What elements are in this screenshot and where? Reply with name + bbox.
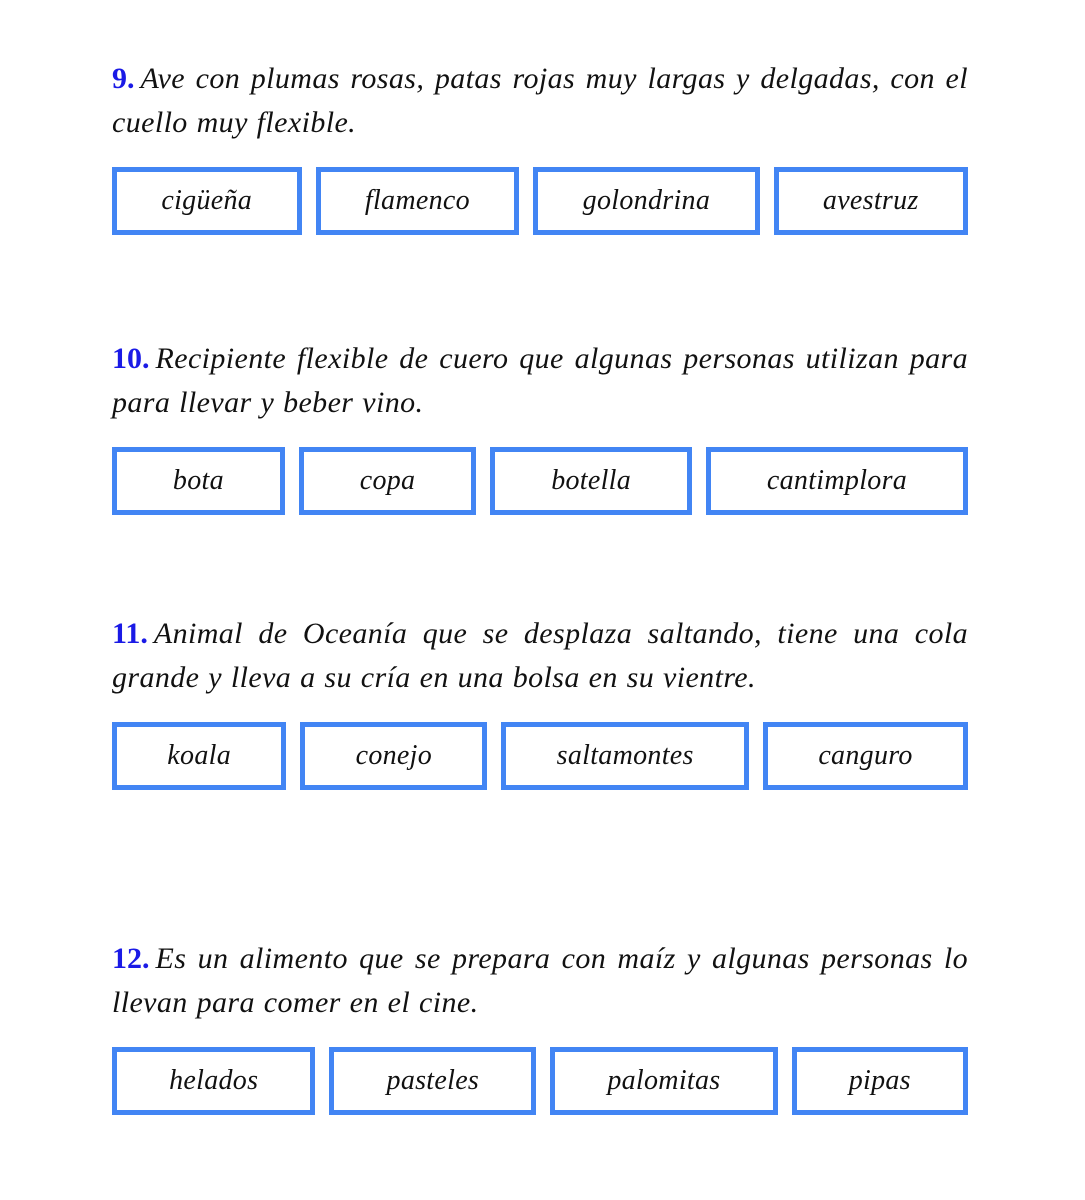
- answer-option-box[interactable]: [550, 1047, 777, 1115]
- answer-option-label: palomitas: [607, 1065, 721, 1096]
- answer-option-box[interactable]: [329, 1047, 536, 1115]
- answer-option-box[interactable]: [112, 167, 302, 235]
- answer-option-box[interactable]: [792, 1047, 968, 1115]
- answer-option-box[interactable]: [706, 447, 968, 515]
- question-block-9: [112, 57, 968, 235]
- question-text: Es un alimento que se prepara con maíz y algunas personas lo llevan para comer en el cine.: [112, 942, 968, 1019]
- question-number: 10.: [112, 342, 150, 375]
- answer-option-label: bota: [172, 465, 224, 496]
- question-block-12: [112, 937, 968, 1115]
- answer-options-row: [112, 722, 968, 790]
- answer-option-box[interactable]: [112, 1047, 315, 1115]
- answer-option-label: avestruz: [822, 185, 919, 216]
- answer-options-row: [112, 447, 968, 515]
- answer-option-label: pipas: [848, 1065, 911, 1096]
- answer-option-label: canguro: [818, 740, 913, 771]
- answer-option-label: golondrina: [582, 185, 711, 216]
- answer-option-box[interactable]: [533, 167, 759, 235]
- answer-option-box[interactable]: [112, 447, 285, 515]
- answer-option-label: copa: [359, 465, 416, 496]
- answer-option-label: botella: [551, 465, 632, 496]
- question-text: Animal de Oceanía que se desplaza saltando, tiene una cola grande y lleva a su cría en una bolsa en su vientre.: [112, 617, 968, 694]
- question-text: Ave con plumas rosas, patas rojas muy largas y delgadas, con el cuello muy flexible.: [112, 62, 968, 139]
- question-prompt: [112, 57, 968, 145]
- answer-options-row: [112, 1047, 968, 1115]
- answer-option-box[interactable]: [112, 722, 286, 790]
- answer-option-box[interactable]: [501, 722, 749, 790]
- question-prompt: [112, 937, 968, 1025]
- question-number: 9.: [112, 62, 135, 95]
- answer-option-box[interactable]: [299, 447, 476, 515]
- answer-option-box[interactable]: [316, 167, 520, 235]
- answer-options-row: [112, 167, 968, 235]
- answer-option-label: cigüeña: [161, 185, 253, 216]
- question-prompt: [112, 337, 968, 425]
- answer-option-label: saltamontes: [556, 740, 694, 771]
- answer-option-box[interactable]: [300, 722, 487, 790]
- answer-option-label: pasteles: [386, 1065, 480, 1096]
- answer-option-box[interactable]: [763, 722, 968, 790]
- question-block-11: [112, 612, 968, 790]
- question-text: Recipiente flexible de cuero que algunas personas utilizan para para llevar y beber vino.: [112, 342, 968, 419]
- answer-option-label: flamenco: [364, 185, 470, 216]
- answer-option-box[interactable]: [774, 167, 968, 235]
- question-number: 11.: [112, 617, 148, 650]
- answer-option-label: conejo: [355, 740, 433, 771]
- answer-option-label: helados: [169, 1065, 259, 1096]
- answer-option-box[interactable]: [490, 447, 692, 515]
- answer-option-label: koala: [167, 740, 232, 771]
- question-number: 12.: [112, 942, 150, 975]
- answer-option-label: cantimplora: [766, 465, 908, 496]
- question-prompt: [112, 612, 968, 700]
- question-block-10: [112, 337, 968, 515]
